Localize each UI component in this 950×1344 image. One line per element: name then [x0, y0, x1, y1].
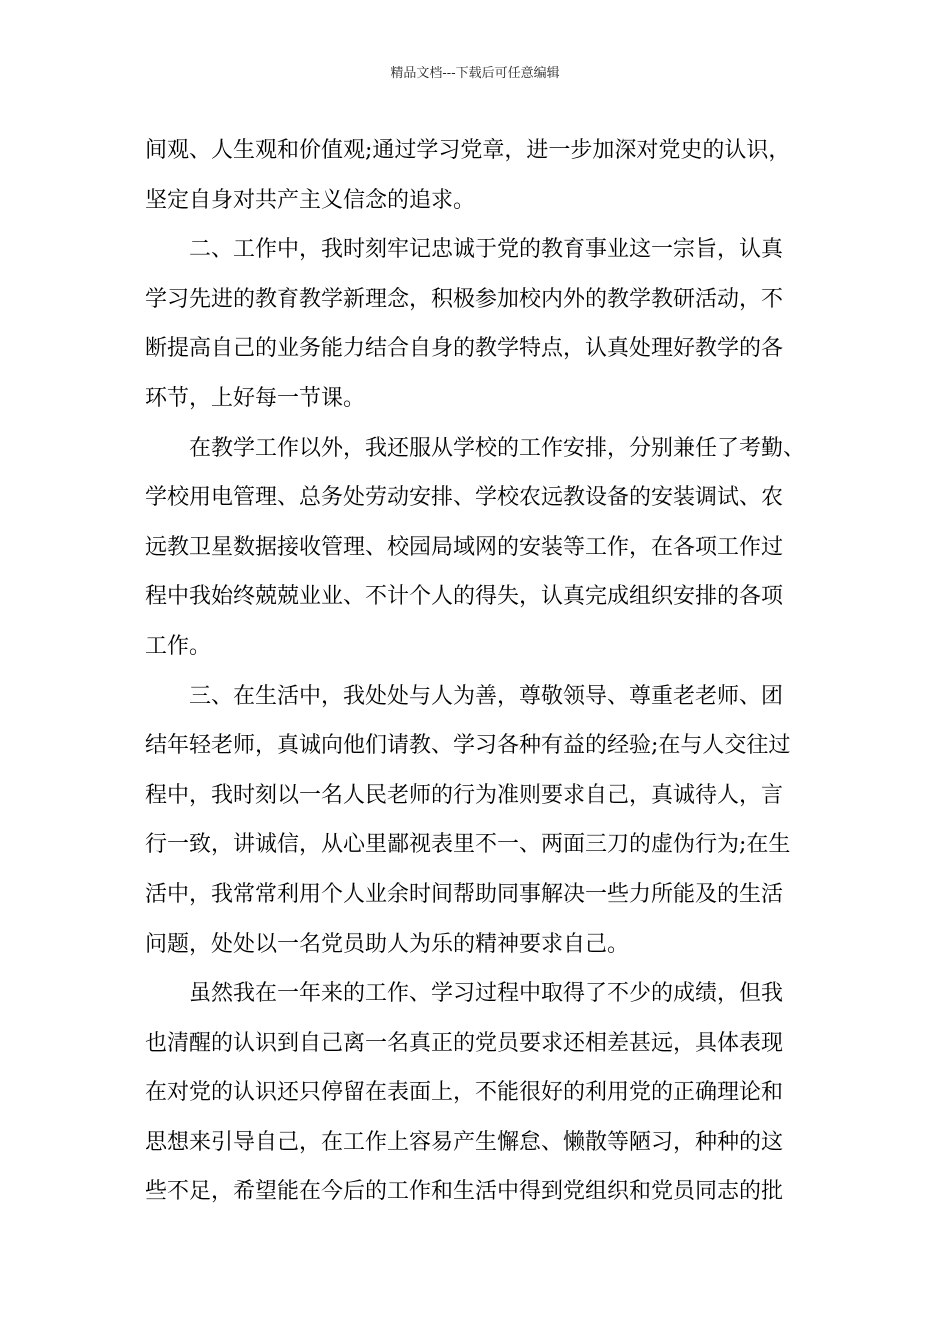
- text-line: 学校用电管理、总务处劳动安排、学校农远教设备的安装调试、农: [145, 485, 784, 511]
- page-header: 精品文档---下载后可任意编辑: [390, 66, 560, 81]
- text-line: 工作。: [145, 633, 212, 659]
- text-line: 程中我始终兢兢业业、不计个人的得失，认真完成组织安排的各项: [145, 584, 784, 610]
- text-line: 间观、人生观和价值观;通过学习党章，进一步加深对党史的认识，: [145, 138, 791, 163]
- text-line: 活中，我常常利用个人业余时间帮助同事解决一些力所能及的生活: [145, 881, 784, 907]
- text-line: 虽然我在一年来的工作、学习过程中取得了不少的成绩，但我: [189, 981, 784, 1007]
- text-line: 在教学工作以外，我还服从学校的工作安排，分别兼任了考勤、: [189, 435, 806, 461]
- text-line: 也清醒的认识到自己离一名真正的党员要求还相差甚远，具体表现: [145, 1030, 784, 1056]
- text-line: 学习先进的教育教学新理念，积极参加校内外的教学教研活动，不: [145, 286, 784, 312]
- text-line: 环节，上好每一节课。: [145, 385, 366, 411]
- paragraph-2: [145, 225, 815, 423]
- paragraph-3: [145, 424, 815, 672]
- document-body: [145, 126, 815, 1217]
- text-line: 问题，处处以一名党员助人为乐的精神要求自己。: [145, 931, 630, 957]
- text-line: 二、工作中，我时刻牢记忠诚于党的教育事业这一宗旨，认真: [189, 237, 784, 263]
- text-line: 断提高自己的业务能力结合自身的教学特点，认真处理好教学的各: [145, 336, 784, 362]
- text-line: 思想来引导自己，在工作上容易产生懈怠、懒散等陋习，种种的这: [145, 1129, 784, 1155]
- text-line: 在对党的认识还只停留在表面上，不能很好的利用党的正确理论和: [145, 1080, 784, 1106]
- text-line: 三、在生活中，我处处与人为善，尊敬领导、尊重老老师、团: [189, 683, 784, 709]
- paragraph-1: [145, 126, 815, 225]
- text-line: 结年轻老师，真诚向他们请教、学习各种有益的经验;在与人交往过: [145, 733, 791, 759]
- paragraph-5: [145, 969, 815, 1217]
- text-line: 行一致，讲诚信，从心里鄙视表里不一、两面三刀的虚伪行为;在生: [145, 832, 791, 858]
- text-line: 程中，我时刻以一名人民老师的行为准则要求自己，真诚待人，言: [145, 782, 784, 808]
- text-line: 远教卫星数据接收管理、校园局域网的安装等工作，在各项工作过: [145, 534, 784, 560]
- text-line: 些不足，希望能在今后的工作和生活中得到党组织和党员同志的批: [145, 1179, 784, 1205]
- text-line: 坚定自身对共产主义信念的追求。: [145, 187, 476, 213]
- paragraph-4: [145, 672, 815, 970]
